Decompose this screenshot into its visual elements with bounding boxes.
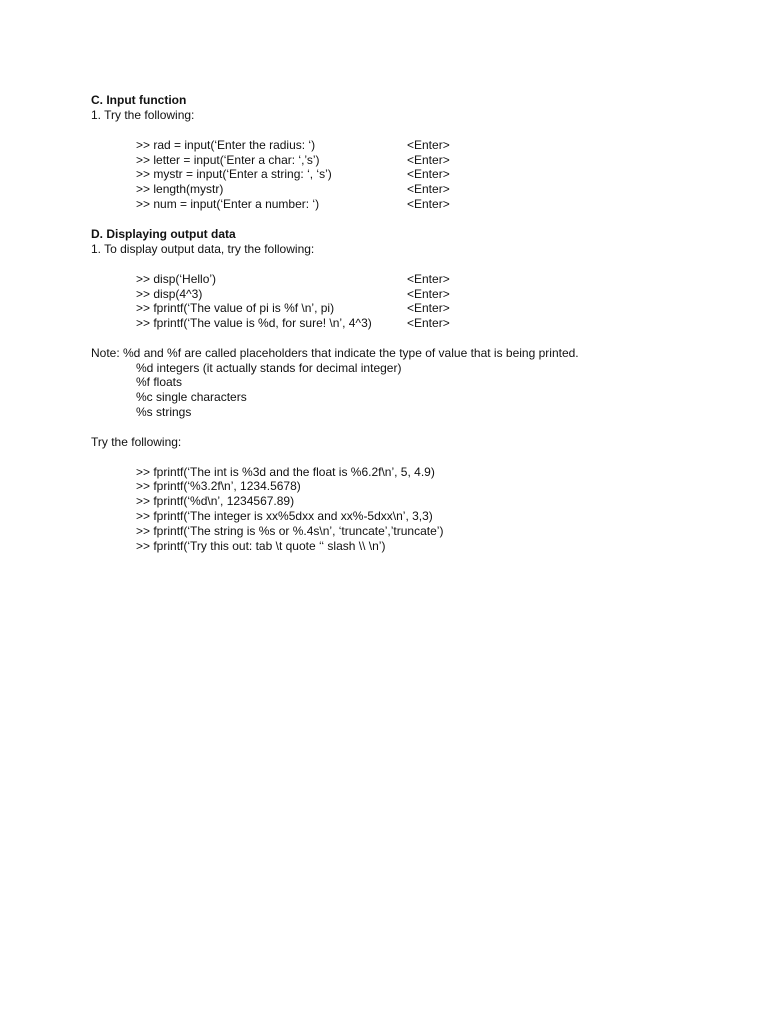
try-command: >> fprintf(‘The integer is xx%5dxx and xx%-5dxx\n’, 3,3) — [136, 509, 433, 523]
section-d-command: >> disp(‘Hello’) — [136, 272, 217, 286]
note-item: %s strings — [136, 405, 192, 419]
section-c-command: >> mystr = input(‘Enter a string: ‘, ‘s’) — [136, 167, 332, 181]
enter-key-label: <Enter> — [407, 197, 450, 211]
enter-key-label: <Enter> — [407, 182, 450, 196]
note-item: %c single characters — [136, 390, 247, 404]
section-d-command: >> disp(4^3) — [136, 287, 203, 301]
note-text: Note: %d and %f are called placeholders that indicate the type of value that is being printed. — [91, 346, 579, 360]
try-command: >> fprintf(‘%d\n’, 1234567.89) — [136, 494, 295, 508]
enter-key-label: <Enter> — [407, 167, 450, 181]
section-d-command: >> fprintf(‘The value of pi is %f \n’, pi) — [136, 301, 335, 315]
enter-key-label: <Enter> — [407, 138, 450, 152]
section-c-command: >> num = input(‘Enter a number: ‘) — [136, 197, 320, 211]
try-intro: Try the following: — [91, 435, 182, 449]
section-c-command: >> letter = input(‘Enter a char: ‘,’s’) — [136, 153, 320, 167]
section-c-command: >> rad = input(‘Enter the radius: ‘) — [136, 138, 316, 152]
note-item: %d integers (it actually stands for decimal integer) — [136, 361, 402, 375]
section-d-heading: D. Displaying output data — [91, 227, 236, 241]
try-command: >> fprintf(‘Try this out: tab \t quote ‘‘ slash \\ \n’) — [136, 539, 386, 553]
enter-key-label: <Enter> — [407, 316, 450, 330]
section-d-intro: 1. To display output data, try the following: — [91, 242, 315, 256]
section-c-command: >> length(mystr) — [136, 182, 224, 196]
enter-key-label: <Enter> — [407, 287, 450, 301]
try-command: >> fprintf(‘The int is %3d and the float is %6.2f\n’, 5, 4.9) — [136, 465, 435, 479]
enter-key-label: <Enter> — [407, 153, 450, 167]
try-command: >> fprintf(‘%3.2f\n’, 1234.5678) — [136, 479, 301, 493]
section-c-heading: C. Input function — [91, 93, 187, 107]
try-command: >> fprintf(‘The string is %s or %.4s\n’, ‘truncate’,’truncate’) — [136, 524, 444, 538]
note-item: %f floats — [136, 375, 183, 389]
section-d-command: >> fprintf(‘The value is %d, for sure! \n’, 4^3) — [136, 316, 372, 330]
enter-key-label: <Enter> — [407, 272, 450, 286]
section-c-intro: 1. Try the following: — [91, 108, 195, 122]
enter-key-label: <Enter> — [407, 301, 450, 315]
